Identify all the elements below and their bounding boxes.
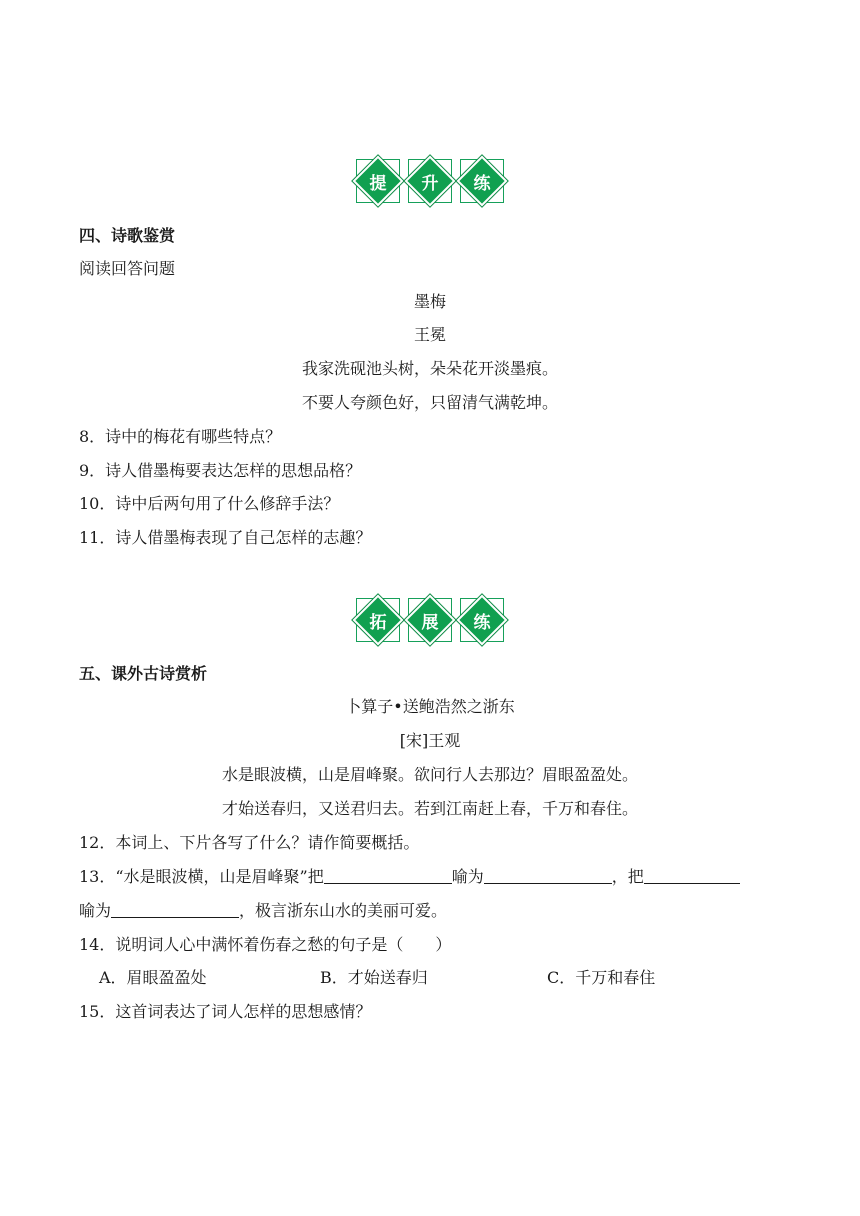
banner-char: 拓 [369,612,387,633]
poem-title: 墨梅 [413,292,446,311]
option-a[interactable]: A．眉眼盈盈处 [99,968,207,987]
banner-char: 提 [369,173,387,194]
banner-improve-practice [0,159,860,203]
poem-title: 卜算子•送鲍浩然之浙东 [345,697,515,716]
question-13-end: ，极言浙东山水的美丽可爱。 [239,901,448,920]
question-13-mid: ，把 [611,867,644,886]
question-9: 9．诗人借墨梅要表达怎样的思想品格？ [79,461,362,480]
answer-blank[interactable] [644,867,740,884]
banner-char: 练 [473,612,491,633]
question-13-prefix: 13．“水是眼波横，山是眉峰聚”把 [79,867,324,886]
option-b[interactable]: B．才始送春归 [320,968,428,987]
answer-blank[interactable] [484,867,612,884]
poem-line: 不要人夸颜色好，只留清气满乾坤。 [301,393,558,412]
banner-char: 展 [421,612,439,633]
banner-tile [408,598,452,642]
banner-tile [460,159,504,203]
banner-char: 升 [421,173,439,194]
banner-char: 练 [473,173,491,194]
section-heading: 五、课外古诗赏析 [79,664,208,683]
question-13-cont: 喻为 [79,901,112,920]
banner-extend-practice [0,598,860,642]
banner-tile [460,598,504,642]
section-heading: 四、诗歌鉴赏 [79,226,176,245]
banner-tile [356,159,400,203]
instruction-text: 阅读回答问题 [79,259,176,278]
poem-line: 我家洗砚池头树，朵朵花开淡墨痕。 [301,359,558,378]
poem-line: 才始送春归，又送君归去。若到江南赶上春，千万和春住。 [221,799,638,818]
question-10: 10．诗中后两句用了什么修辞手法？ [79,494,340,513]
poem-author: [宋]王观 [399,731,461,750]
option-c[interactable]: C．千万和春住 [547,968,656,987]
banner-tile [356,598,400,642]
question-13-mid: 喻为 [451,867,484,886]
answer-blank[interactable] [111,901,239,918]
poem-line: 水是眼波横，山是眉峰聚。欲问行人去那边？眉眼盈盈处。 [221,765,638,784]
answer-blank[interactable] [324,867,452,884]
question-13 [79,867,740,887]
question-8: 8．诗中的梅花有哪些特点？ [79,427,282,446]
question-11: 11．诗人借墨梅表现了自己怎样的志趣？ [79,528,372,547]
question-15: 15．这首词表达了词人怎样的思想感情？ [79,1002,372,1021]
question-12: 12．本词上、下片各写了什么？请作简要概括。 [79,833,420,852]
question-13-continued [79,901,447,921]
banner-tile [408,159,452,203]
poem-author: 王冕 [413,325,446,344]
question-14: 14．说明词人心中满怀着伤春之愁的句子是（ ） [79,935,452,954]
